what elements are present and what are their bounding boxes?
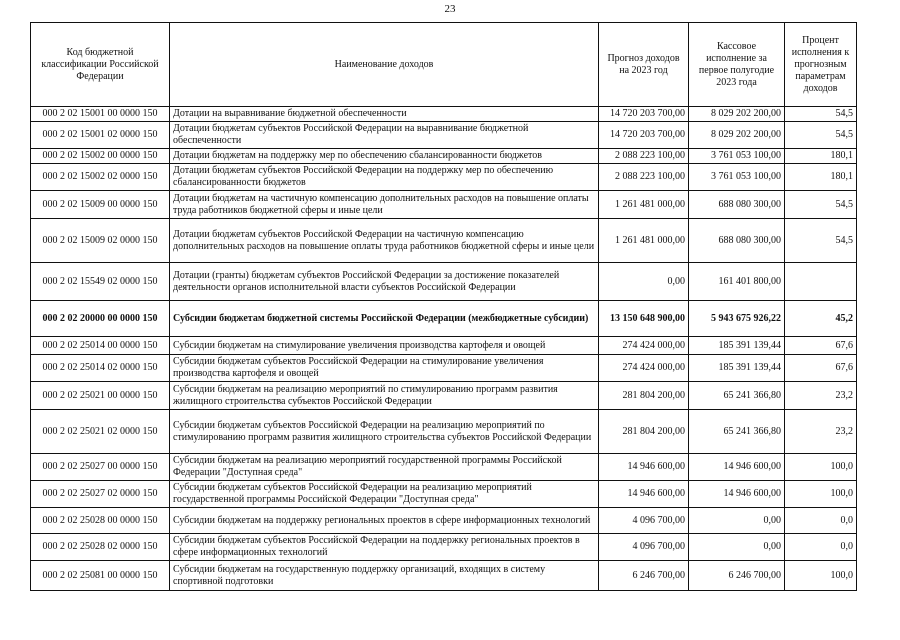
table-row xyxy=(31,337,857,355)
code-cell: 000 2 02 25027 00 0000 150 xyxy=(31,454,170,481)
percent-cell: 23,2 xyxy=(785,382,857,410)
name-cell: Дотации бюджетам на частичную компенсацию дополнительных расходов на повышение оплаты труда работников бюджетной сферы и иные цели xyxy=(170,191,599,219)
table-row xyxy=(31,355,857,382)
table-row xyxy=(31,382,857,410)
code-cell: 000 2 02 25021 00 0000 150 xyxy=(31,382,170,410)
forecast-cell: 14 720 203 700,00 xyxy=(599,107,689,122)
forecast-cell: 2 088 223 100,00 xyxy=(599,164,689,191)
name-cell: Субсидии бюджетам на поддержку региональных проектов в сфере информационных технологий xyxy=(170,508,599,534)
forecast-cell: 281 804 200,00 xyxy=(599,410,689,454)
table-header-row xyxy=(31,23,857,107)
actual-cell: 5 943 675 926,22 xyxy=(689,301,785,337)
forecast-cell: 274 424 000,00 xyxy=(599,337,689,355)
actual-cell: 185 391 139,44 xyxy=(689,355,785,382)
name-cell: Субсидии бюджетам субъектов Российской Федерации на стимулирование увеличения производства картофеля и овощей xyxy=(170,355,599,382)
table-row xyxy=(31,164,857,191)
code-cell: 000 2 02 25021 02 0000 150 xyxy=(31,410,170,454)
forecast-cell: 0,00 xyxy=(599,263,689,301)
forecast-cell: 6 246 700,00 xyxy=(599,561,689,591)
forecast-cell: 14 946 600,00 xyxy=(599,454,689,481)
code-cell: 000 2 02 20000 00 0000 150 xyxy=(31,301,170,337)
forecast-cell: 4 096 700,00 xyxy=(599,534,689,561)
name-cell: Субсидии бюджетам субъектов Российской Федерации на поддержку региональных проектов в сфере информационных технологий xyxy=(170,534,599,561)
code-cell: 000 2 02 25028 00 0000 150 xyxy=(31,508,170,534)
actual-cell: 3 761 053 100,00 xyxy=(689,149,785,164)
actual-cell: 14 946 600,00 xyxy=(689,454,785,481)
percent-cell: 54,5 xyxy=(785,107,857,122)
header-actual: Кассовое исполнение за первое полугодие 2023 года xyxy=(689,23,785,107)
revenue-table xyxy=(30,22,857,591)
table-row xyxy=(31,219,857,263)
table-row xyxy=(31,149,857,164)
table-row xyxy=(31,263,857,301)
table-row xyxy=(31,301,857,337)
percent-cell: 23,2 xyxy=(785,410,857,454)
table-row xyxy=(31,107,857,122)
forecast-cell: 1 261 481 000,00 xyxy=(599,219,689,263)
percent-cell: 0,0 xyxy=(785,534,857,561)
actual-cell: 0,00 xyxy=(689,534,785,561)
table-row xyxy=(31,534,857,561)
table-row xyxy=(31,122,857,149)
table-row xyxy=(31,561,857,591)
percent-cell: 67,6 xyxy=(785,337,857,355)
name-cell: Дотации (гранты) бюджетам субъектов Российской Федерации за достижение показателей деятельности органов исполнительной власти субъектов Российской Федерации xyxy=(170,263,599,301)
actual-cell: 8 029 202 200,00 xyxy=(689,122,785,149)
code-cell: 000 2 02 15002 00 0000 150 xyxy=(31,149,170,164)
percent-cell: 54,5 xyxy=(785,191,857,219)
code-cell: 000 2 02 15009 02 0000 150 xyxy=(31,219,170,263)
actual-cell: 0,00 xyxy=(689,508,785,534)
forecast-cell: 1 261 481 000,00 xyxy=(599,191,689,219)
percent-cell: 0,0 xyxy=(785,508,857,534)
forecast-cell: 281 804 200,00 xyxy=(599,382,689,410)
code-cell: 000 2 02 15009 00 0000 150 xyxy=(31,191,170,219)
code-cell: 000 2 02 25014 00 0000 150 xyxy=(31,337,170,355)
name-cell: Дотации бюджетам на поддержку мер по обеспечению сбалансированности бюджетов xyxy=(170,149,599,164)
name-cell: Дотации бюджетам субъектов Российской Федерации на поддержку мер по обеспечению сбалансированности бюджетов xyxy=(170,164,599,191)
actual-cell: 6 246 700,00 xyxy=(689,561,785,591)
code-cell: 000 2 02 15001 02 0000 150 xyxy=(31,122,170,149)
actual-cell: 65 241 366,80 xyxy=(689,382,785,410)
percent-cell: 100,0 xyxy=(785,561,857,591)
name-cell: Дотации на выравнивание бюджетной обеспеченности xyxy=(170,107,599,122)
actual-cell: 65 241 366,80 xyxy=(689,410,785,454)
name-cell: Субсидии бюджетам бюджетной системы Российской Федерации (межбюджетные субсидии) xyxy=(170,301,599,337)
table-row xyxy=(31,191,857,219)
percent-cell: 54,5 xyxy=(785,122,857,149)
code-cell: 000 2 02 25028 02 0000 150 xyxy=(31,534,170,561)
forecast-cell: 274 424 000,00 xyxy=(599,355,689,382)
actual-cell: 185 391 139,44 xyxy=(689,337,785,355)
percent-cell: 67,6 xyxy=(785,355,857,382)
code-cell: 000 2 02 15549 02 0000 150 xyxy=(31,263,170,301)
forecast-cell: 14 946 600,00 xyxy=(599,481,689,508)
header-code: Код бюджетной классификации Российской Федерации xyxy=(31,23,170,107)
name-cell: Субсидии бюджетам на стимулирование увеличения производства картофеля и овощей xyxy=(170,337,599,355)
percent-cell xyxy=(785,263,857,301)
name-cell: Субсидии бюджетам на государственную поддержку организаций, входящих в систему спортивной подготовки xyxy=(170,561,599,591)
actual-cell: 161 401 800,00 xyxy=(689,263,785,301)
code-cell: 000 2 02 15002 02 0000 150 xyxy=(31,164,170,191)
header-percent: Процент исполнения к прогнозным параметрам доходов xyxy=(785,23,857,107)
actual-cell: 688 080 300,00 xyxy=(689,191,785,219)
actual-cell: 688 080 300,00 xyxy=(689,219,785,263)
actual-cell: 14 946 600,00 xyxy=(689,481,785,508)
percent-cell: 54,5 xyxy=(785,219,857,263)
name-cell: Субсидии бюджетам субъектов Российской Федерации на реализацию мероприятий государственной программы Российской Федерации "Доступная среда" xyxy=(170,481,599,508)
table-row xyxy=(31,481,857,508)
percent-cell: 100,0 xyxy=(785,481,857,508)
name-cell: Дотации бюджетам субъектов Российской Федерации на выравнивание бюджетной обеспеченности xyxy=(170,122,599,149)
code-cell: 000 2 02 25014 02 0000 150 xyxy=(31,355,170,382)
name-cell: Дотации бюджетам субъектов Российской Федерации на частичную компенсацию дополнительных расходов на повышение оплаты труда работников бюджетной сферы и иные цели xyxy=(170,219,599,263)
actual-cell: 3 761 053 100,00 xyxy=(689,164,785,191)
table-row xyxy=(31,454,857,481)
percent-cell: 180,1 xyxy=(785,164,857,191)
code-cell: 000 2 02 25027 02 0000 150 xyxy=(31,481,170,508)
forecast-cell: 13 150 648 900,00 xyxy=(599,301,689,337)
header-name: Наименование доходов xyxy=(170,23,599,107)
forecast-cell: 14 720 203 700,00 xyxy=(599,122,689,149)
forecast-cell: 2 088 223 100,00 xyxy=(599,149,689,164)
percent-cell: 45,2 xyxy=(785,301,857,337)
name-cell: Субсидии бюджетам на реализацию мероприятий по стимулированию программ развития жилищного строительства субъектов Российской Федерации xyxy=(170,382,599,410)
name-cell: Субсидии бюджетам субъектов Российской Федерации на реализацию мероприятий по стимулированию программ развития жилищного строительства субъектов Российской Федерации xyxy=(170,410,599,454)
percent-cell: 180,1 xyxy=(785,149,857,164)
code-cell: 000 2 02 15001 00 0000 150 xyxy=(31,107,170,122)
table-row xyxy=(31,508,857,534)
code-cell: 000 2 02 25081 00 0000 150 xyxy=(31,561,170,591)
actual-cell: 8 029 202 200,00 xyxy=(689,107,785,122)
table-row xyxy=(31,410,857,454)
forecast-cell: 4 096 700,00 xyxy=(599,508,689,534)
page-number: 23 xyxy=(444,3,456,15)
percent-cell: 100,0 xyxy=(785,454,857,481)
header-forecast: Прогноз доходов на 2023 год xyxy=(599,23,689,107)
name-cell: Субсидии бюджетам на реализацию мероприятий государственной программы Российской Федерации "Доступная среда" xyxy=(170,454,599,481)
